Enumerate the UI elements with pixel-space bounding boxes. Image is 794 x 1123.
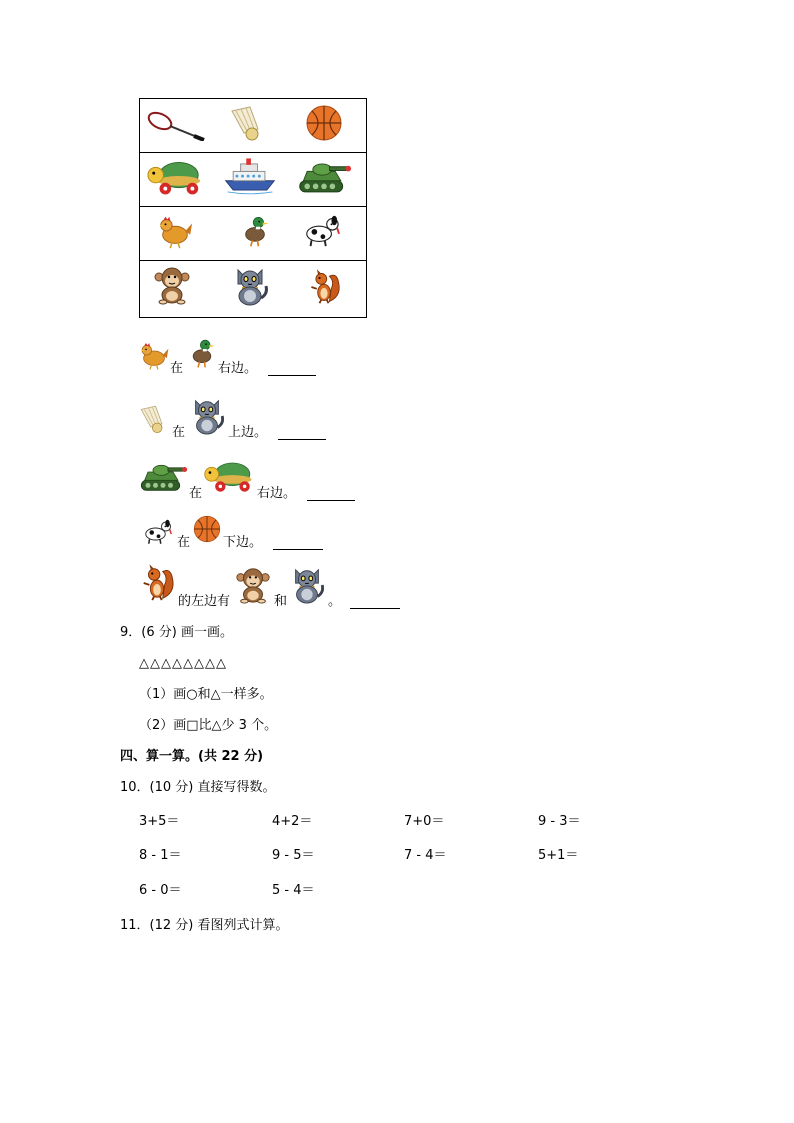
shuttlecock-icon — [228, 103, 268, 149]
question-9-title: 9．(6 分) 画一画。 — [120, 625, 233, 640]
squirrel-icon — [138, 562, 176, 604]
basketball-icon — [304, 103, 344, 149]
toy-ship-icon — [222, 157, 282, 203]
squirrel-icon — [306, 265, 346, 311]
statement-word: 。 — [328, 594, 342, 609]
statement-word: 的左边有 — [178, 594, 231, 609]
duck-icon — [186, 334, 218, 372]
cat-icon — [188, 396, 226, 436]
answer-blank[interactable] — [278, 439, 326, 440]
section-4-title: 四、算一算。(共 22 分) — [120, 749, 264, 764]
answer-blank[interactable] — [307, 500, 355, 501]
question-11-title: 11．(12 分) 看图列式计算。 — [120, 918, 289, 933]
arithmetic-item: 9 - 5＝ — [272, 848, 315, 863]
statement-word: 上边。 — [228, 425, 268, 440]
question-9-part-2: （2）画□比△少 3 个。 — [139, 718, 278, 733]
toy-turtle-icon — [146, 157, 206, 203]
arithmetic-item: 9 - 3＝ — [538, 814, 581, 829]
statement-word: 在 — [177, 535, 191, 550]
statement-word: 右边。 — [257, 486, 297, 501]
arithmetic-item: 5 - 4＝ — [272, 883, 315, 898]
arithmetic-item: 4+2＝ — [272, 814, 313, 829]
toy-tank-icon — [296, 157, 356, 203]
monkey-icon — [152, 265, 192, 311]
basketball-icon — [192, 514, 222, 544]
arithmetic-item: 6 - 0＝ — [139, 883, 182, 898]
grid-row-sports — [140, 99, 366, 153]
grid-row-toys — [140, 153, 366, 207]
grid-row-wild-animals — [140, 261, 366, 315]
grid-row-farm-animals — [140, 207, 366, 261]
question-9-part-1: （1）画○和△一样多。 — [139, 687, 273, 702]
duck-icon — [238, 211, 278, 257]
cat-icon — [288, 564, 326, 606]
dog-icon — [300, 211, 346, 257]
arithmetic-item: 7+0＝ — [404, 814, 445, 829]
answer-blank[interactable] — [350, 608, 400, 609]
monkey-icon — [234, 566, 272, 604]
hen-icon — [138, 338, 170, 372]
cat-icon — [230, 265, 270, 311]
answer-blank[interactable] — [268, 375, 316, 376]
arithmetic-item: 8 - 1＝ — [139, 848, 182, 863]
statement-word: 下边。 — [223, 535, 263, 550]
arithmetic-item: 5+1＝ — [538, 848, 579, 863]
dog-icon — [138, 516, 176, 546]
picture-grid — [139, 98, 367, 318]
question-10-title: 10．(10 分) 直接写得数。 — [120, 780, 276, 795]
shuttlecock-icon — [138, 402, 170, 436]
answer-blank[interactable] — [273, 549, 323, 550]
statement-word: 在 — [172, 425, 186, 440]
statement-word: 在 — [189, 486, 203, 501]
toy-turtle-icon — [203, 458, 255, 494]
arithmetic-item: 3+5＝ — [139, 814, 180, 829]
badminton-racket-icon — [146, 103, 206, 149]
statement-word: 在 — [170, 361, 184, 376]
toy-tank-icon — [138, 460, 188, 494]
hen-icon — [156, 211, 196, 257]
triangle-row: △△△△△△△△ — [139, 656, 227, 671]
statement-word: 右边。 — [218, 361, 258, 376]
statement-word: 和 — [274, 594, 288, 609]
arithmetic-item: 7 - 4＝ — [404, 848, 447, 863]
